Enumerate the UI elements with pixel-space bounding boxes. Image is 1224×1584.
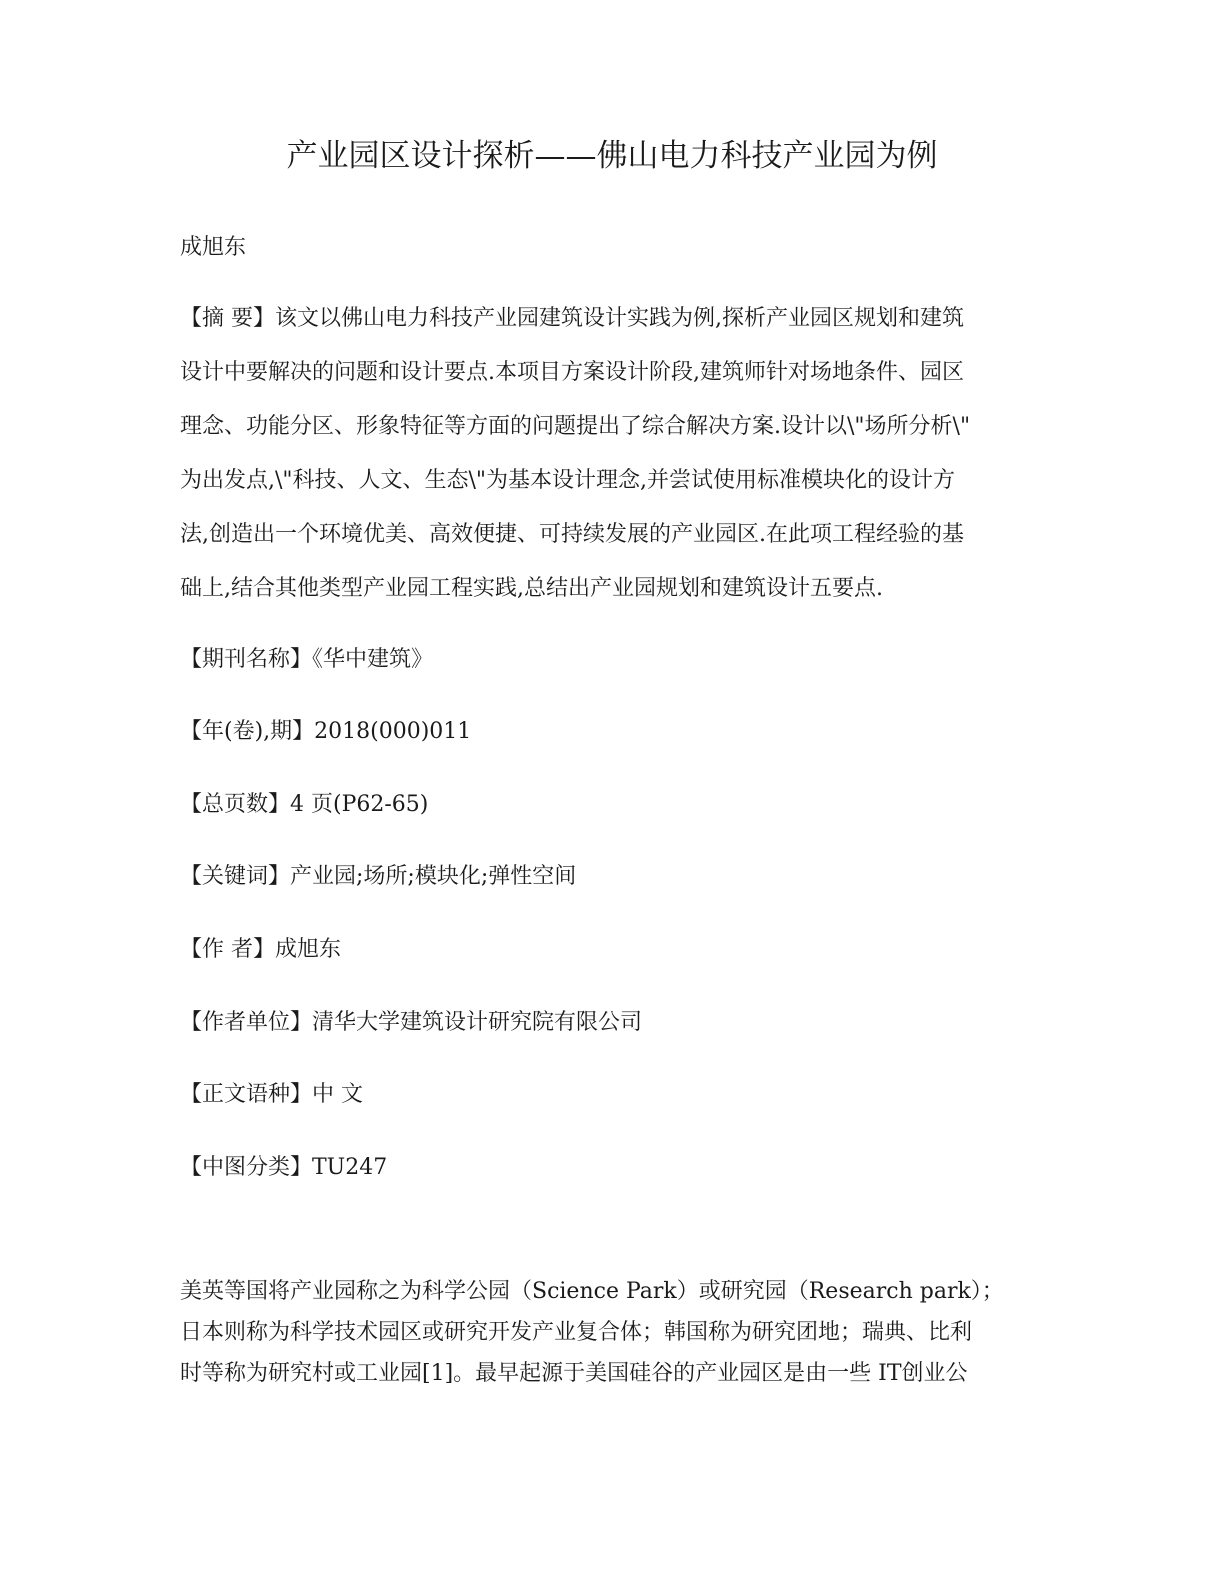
abstract-block bbox=[180, 303, 1050, 627]
authors: 【作 者】成旭东 bbox=[180, 937, 341, 962]
total-pages: 【总页数】4 页(P62-65) bbox=[180, 792, 429, 817]
body-line: 时等称为研究村或工业园[1]。最早起源于美国硅谷的产业园区是由一些 IT创业公 bbox=[180, 1361, 968, 1386]
abstract-line: 理念、功能分区、形象特征等方面的问题提出了综合解决方案.设计以\"场所分析\" bbox=[180, 414, 971, 439]
journal-name: 【期刊名称】《华中建筑》 bbox=[180, 647, 434, 672]
abstract-line: 法,创造出一个环境优美、高效便捷、可持续发展的产业园区.在此项工程经验的基 bbox=[180, 522, 964, 547]
abstract-line: 【摘 要】该文以佛山电力科技产业园建筑设计实践为例,探析产业园区规划和建筑 bbox=[180, 306, 964, 331]
author-line: 成旭东 bbox=[180, 235, 247, 260]
author-affiliation: 【作者单位】清华大学建筑设计研究院有限公司 bbox=[180, 1010, 643, 1035]
body-paragraph bbox=[180, 1275, 1050, 1398]
text-language: 【正文语种】中 文 bbox=[180, 1082, 363, 1107]
keywords: 【关键词】产业园;场所;模块化;弹性空间 bbox=[180, 864, 577, 889]
abstract-line: 础上,结合其他类型产业园工程实践,总结出产业园规划和建筑设计五要点. bbox=[180, 576, 883, 601]
abstract-line: 设计中要解决的问题和设计要点.本项目方案设计阶段,建筑师针对场地条件、园区 bbox=[180, 360, 964, 385]
body-line: 美英等国将产业园称之为科学公园（Science Park）或研究园（Research park）； bbox=[180, 1279, 1004, 1304]
year-volume-issue: 【年(卷),期】2018(000)011 bbox=[180, 719, 472, 744]
body-line: 日本则称为科学技术园区或研究开发产业复合体；韩国称为研究团地；瑞典、比利 bbox=[180, 1320, 973, 1345]
classification: 【中图分类】TU247 bbox=[180, 1155, 388, 1180]
document-title: 产业园区设计探析——佛山电力科技产业园为例 bbox=[286, 138, 938, 174]
abstract-line: 为出发点,\"科技、人文、生态\"为基本设计理念,并尝试使用标准模块化的设计方 bbox=[180, 468, 956, 493]
